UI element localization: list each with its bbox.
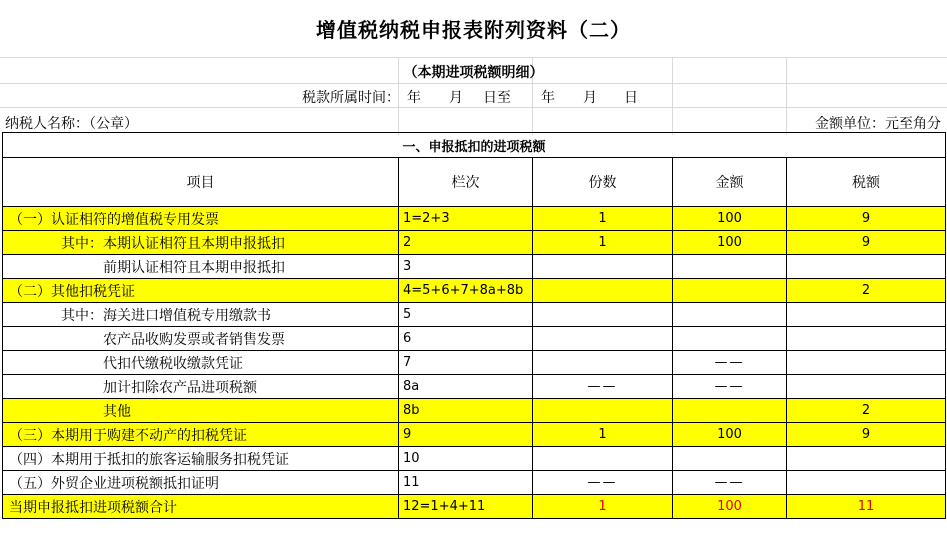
row-amount[interactable]: [673, 327, 787, 351]
row-item[interactable]: 其中：本期认证相符且本期申报抵扣: [3, 231, 399, 255]
row-column[interactable]: 8a: [399, 375, 533, 399]
row-count[interactable]: ——: [533, 375, 673, 399]
row-column[interactable]: 2: [399, 231, 533, 255]
row-item[interactable]: 农产品收购发票或者销售发票: [3, 327, 399, 351]
row-amount[interactable]: 100: [673, 207, 787, 231]
table-row: [3, 327, 946, 351]
table-row: [3, 471, 946, 495]
row-amount[interactable]: [673, 255, 787, 279]
header-amount: 金额: [673, 158, 787, 207]
row-count[interactable]: [533, 447, 673, 471]
row-column[interactable]: 5: [399, 303, 533, 327]
row-item[interactable]: 当期申报抵扣进项税额合计: [3, 495, 399, 519]
row-item[interactable]: 前期认证相符且本期申报抵扣: [3, 255, 399, 279]
row-tax[interactable]: 9: [787, 423, 946, 447]
row-count[interactable]: [533, 399, 673, 423]
row-tax[interactable]: [787, 375, 946, 399]
row-count[interactable]: [533, 255, 673, 279]
row-column[interactable]: 6: [399, 327, 533, 351]
table-row: [3, 279, 946, 303]
row-count[interactable]: ——: [533, 471, 673, 495]
row-tax[interactable]: [787, 303, 946, 327]
row-item[interactable]: （四）本期用于抵扣的旅客运输服务扣税凭证: [3, 447, 399, 471]
table-row: [3, 231, 946, 255]
row-amount[interactable]: ——: [673, 471, 787, 495]
table-row: [3, 207, 946, 231]
row-item[interactable]: 其中：海关进口增值税专用缴款书: [3, 303, 399, 327]
gridline: [0, 83, 947, 84]
row-column[interactable]: 11: [399, 471, 533, 495]
gridline: [0, 107, 947, 108]
row-item[interactable]: 其他: [3, 399, 399, 423]
period-day-start: 日至: [483, 90, 511, 106]
table-row-total: [3, 495, 946, 519]
row-column[interactable]: 7: [399, 351, 533, 375]
row-item[interactable]: （五）外贸企业进项税额抵扣证明: [3, 471, 399, 495]
table-row: [3, 255, 946, 279]
row-count[interactable]: [533, 351, 673, 375]
row-amount[interactable]: ——: [673, 375, 787, 399]
period-label: 税款所属时间：: [302, 90, 400, 106]
row-tax[interactable]: [787, 255, 946, 279]
row-column[interactable]: 10: [399, 447, 533, 471]
row-count[interactable]: 1: [533, 207, 673, 231]
table-row: [3, 423, 946, 447]
header-column: 栏次: [399, 158, 533, 207]
table-row: [3, 399, 946, 423]
row-item[interactable]: （三）本期用于购建不动产的扣税凭证: [3, 423, 399, 447]
page-subtitle: （本期进项税额明细）: [403, 65, 544, 81]
row-tax[interactable]: [787, 471, 946, 495]
input-tax-table: [2, 132, 946, 519]
row-tax[interactable]: 2: [787, 279, 946, 303]
period-month-end: 月: [583, 90, 597, 106]
period-year-start: 年: [407, 90, 421, 106]
period-day-end: 日: [624, 90, 638, 106]
row-count[interactable]: 1: [533, 231, 673, 255]
period-month-start: 月: [449, 90, 463, 106]
row-item[interactable]: （二）其他扣税凭证: [3, 279, 399, 303]
header-count: 份数: [533, 158, 673, 207]
table-row: [3, 447, 946, 471]
row-tax[interactable]: 9: [787, 207, 946, 231]
table-row: [3, 351, 946, 375]
section-title: 一、申报抵扣的进项税额: [3, 133, 946, 158]
row-amount[interactable]: [673, 447, 787, 471]
row-tax[interactable]: 11: [787, 495, 946, 519]
row-amount[interactable]: 100: [673, 423, 787, 447]
row-item[interactable]: （一）认证相符的增值税专用发票: [3, 207, 399, 231]
row-tax[interactable]: 9: [787, 231, 946, 255]
header-item: 项目: [3, 158, 399, 207]
row-tax[interactable]: [787, 447, 946, 471]
table-row: [3, 375, 946, 399]
row-count[interactable]: [533, 303, 673, 327]
row-amount[interactable]: 100: [673, 495, 787, 519]
row-count[interactable]: 1: [533, 495, 673, 519]
row-column[interactable]: 3: [399, 255, 533, 279]
row-item[interactable]: 加计扣除农产品进项税额: [3, 375, 399, 399]
section-row: [3, 133, 946, 158]
row-tax[interactable]: 2: [787, 399, 946, 423]
row-amount[interactable]: [673, 399, 787, 423]
row-amount[interactable]: 100: [673, 231, 787, 255]
header-tax: 税额: [787, 158, 946, 207]
row-count[interactable]: [533, 327, 673, 351]
amount-unit-label: 金额单位：元至角分: [815, 116, 941, 132]
row-amount[interactable]: [673, 279, 787, 303]
table-row: [3, 303, 946, 327]
period-year-end: 年: [541, 90, 555, 106]
row-tax[interactable]: [787, 327, 946, 351]
row-column[interactable]: 4=5+6+7+8a+8b: [399, 279, 533, 303]
page-title: 增值税纳税申报表附列资料（二）: [316, 18, 631, 42]
row-amount[interactable]: [673, 303, 787, 327]
taxpayer-name-label: 纳税人名称：（公章）: [5, 116, 138, 132]
row-column[interactable]: 8b: [399, 399, 533, 423]
row-amount[interactable]: ——: [673, 351, 787, 375]
row-count[interactable]: [533, 279, 673, 303]
row-count[interactable]: 1: [533, 423, 673, 447]
row-column[interactable]: 9: [399, 423, 533, 447]
gridline: [0, 57, 947, 58]
row-item[interactable]: 代扣代缴税收缴款凭证: [3, 351, 399, 375]
table-header: [3, 158, 946, 207]
row-tax[interactable]: [787, 351, 946, 375]
row-column[interactable]: 1=2+3: [399, 207, 533, 231]
row-column[interactable]: 12=1+4+11: [399, 495, 533, 519]
